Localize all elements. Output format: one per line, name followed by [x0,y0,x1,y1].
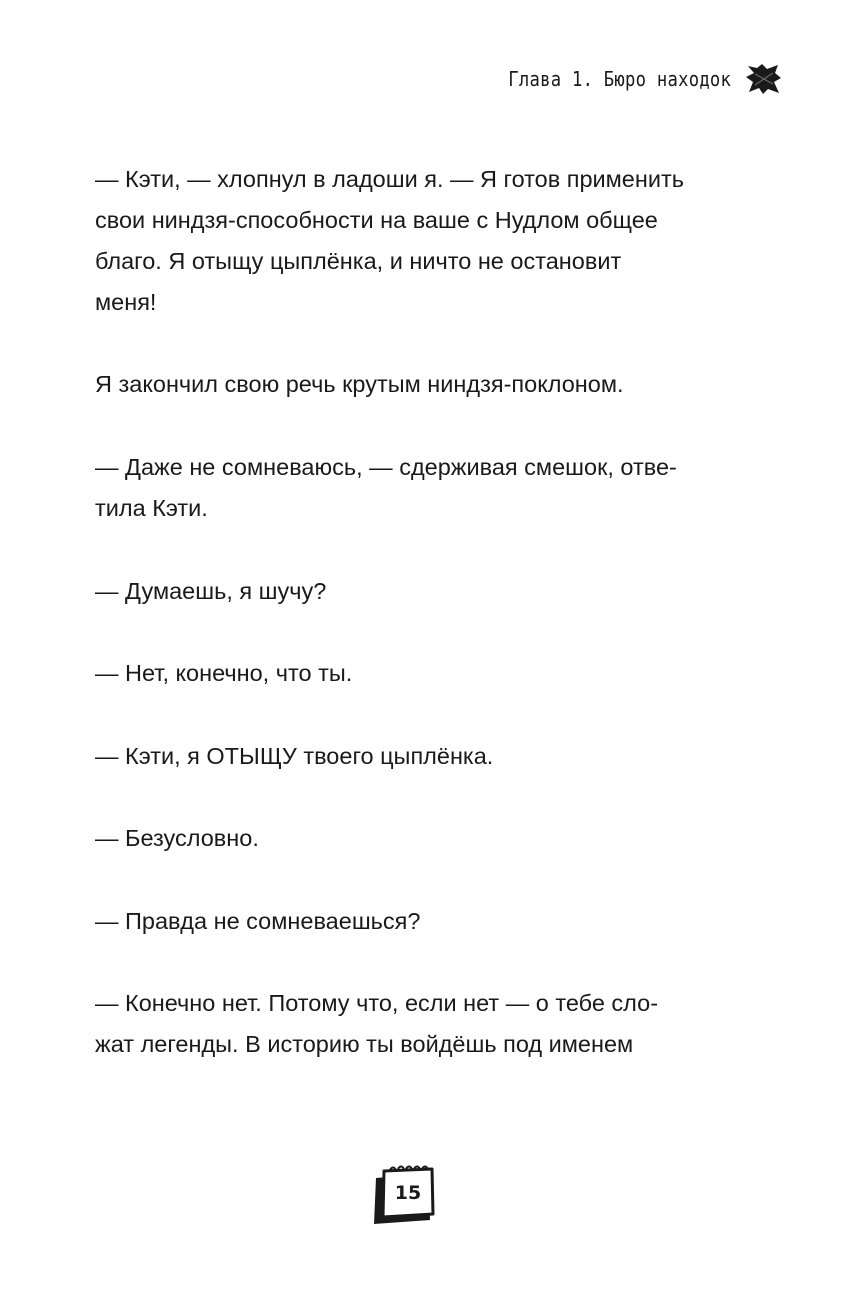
paragraph-2 [95,364,735,405]
text-line: — Кэти, я ОТЫЩУ твоего цыплёнка. [95,743,494,769]
text-line: — Думаешь, я шучу? [95,578,327,604]
paragraph-6 [95,736,735,777]
paragraph-9 [95,983,735,1065]
text-line: — Правда не сомневаешься? [95,908,421,934]
page-number: 15 [394,1182,422,1204]
text-line: меня! [95,289,157,315]
chapter-title: Глава 1. Бюро находок [508,67,731,91]
paragraph-8 [95,901,735,942]
page-number-badge [368,1162,440,1228]
text-line: свои ниндзя-способности на ваше с Нудлом общее [95,207,658,233]
text-line: — Кэти, — хлопнул в ладоши я. — Я готов применить [95,166,684,192]
text-line: — Конечно нет. Потому что, если нет — о тебе сло- [95,990,659,1016]
ninja-star-icon [745,62,783,96]
text-line: жат легенды. В историю ты войдёшь под именем [95,1031,634,1057]
paragraph-1 [95,159,735,323]
text-line: Я закончил свою речь крутым ниндзя-поклоном. [95,371,624,397]
text-line: тила Кэти. [95,495,208,521]
paragraph-5 [95,653,735,694]
paragraph-4 [95,571,735,612]
text-line: благо. Я отыщу цыплёнка, и ничто не остановит [95,248,622,274]
text-line: — Безусловно. [95,825,259,851]
text-line: — Нет, конечно, что ты. [95,660,353,686]
paragraph-3 [95,447,735,529]
paragraph-7 [95,818,735,859]
running-head [472,62,783,96]
text-line: — Даже не сомневаюсь, — сдерживая смешок, отве- [95,454,677,480]
